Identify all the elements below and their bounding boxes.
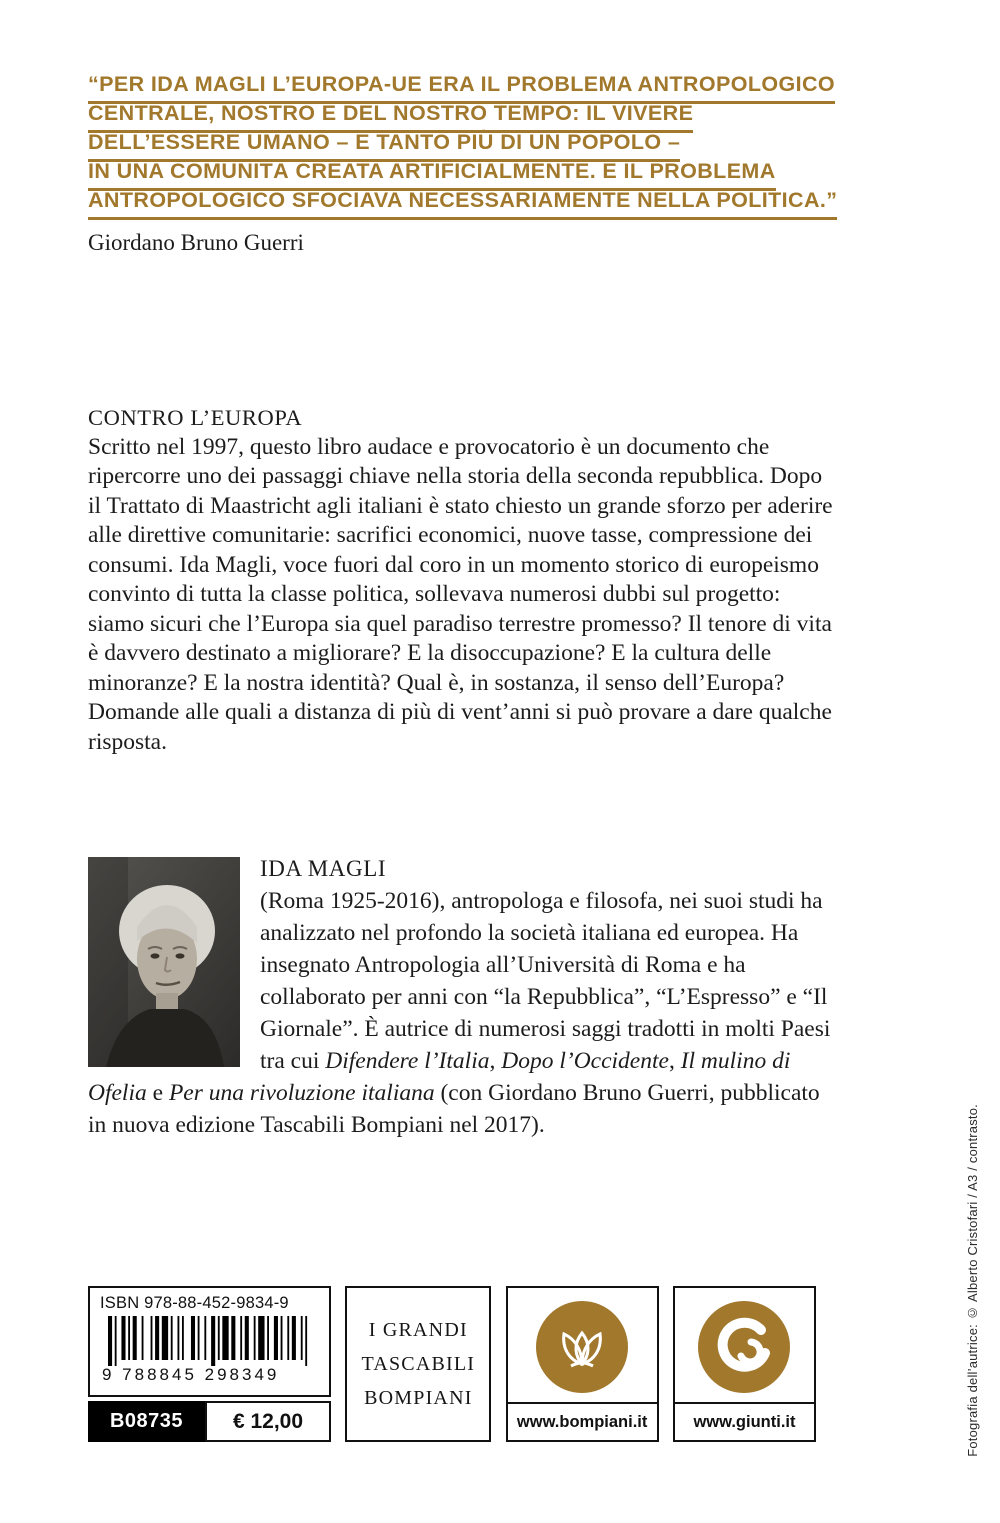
product-code: B08735 bbox=[88, 1401, 205, 1442]
price: € 12,00 bbox=[205, 1401, 331, 1442]
bio-text: tra cui bbox=[260, 1048, 326, 1074]
author-photo bbox=[88, 857, 240, 1067]
quote-attribution: Giordano Bruno Guerri bbox=[88, 230, 304, 255]
book-title: Difendere l’Italia bbox=[325, 1048, 490, 1074]
bio-text: , bbox=[668, 1048, 681, 1074]
bio-text: e bbox=[146, 1080, 169, 1106]
footer-bar bbox=[88, 1286, 816, 1442]
series-line: TASCABILI bbox=[361, 1353, 476, 1375]
bompiani-site: www.bompiani.it bbox=[508, 1402, 657, 1440]
price-row bbox=[88, 1401, 331, 1442]
author-name: IDA MAGLI bbox=[260, 856, 387, 881]
author-section bbox=[88, 853, 832, 1141]
bio-text: , bbox=[489, 1048, 502, 1074]
isbn-column bbox=[88, 1286, 331, 1442]
bompiani-logo-box bbox=[506, 1286, 659, 1442]
book-title-heading: CONTRO L’EUROPA bbox=[88, 405, 303, 430]
giunti-site: www.giunti.it bbox=[675, 1402, 814, 1440]
quote-line: “PER IDA MAGLI L’EUROPA-UE ERA IL PROBLEMA ANTROPOLOGICO bbox=[88, 70, 848, 99]
barcode bbox=[104, 1316, 316, 1366]
synopsis bbox=[88, 403, 836, 757]
bompiani-rose-icon bbox=[535, 1300, 629, 1394]
quote-line: DELL’ESSERE UMANO – E TANTO PIÙ DI UN POPOLO – bbox=[88, 128, 848, 157]
pull-quote bbox=[88, 70, 848, 256]
synopsis-text: Scritto nel 1997, questo libro audace e provocatorio è un documento che ripercorre uno dei passaggi chiave nella storia della seconda repubblica. Dopo il Trattato di Maastricht agli italiani è stato chiesto un grande sforzo per aderire alle direttive comunitarie: sacrifici economici, nuove tasse, compressione dei consumi. Ida Magli, voce fuori dal coro in un momento storico di europeismo convinto di tutta la classe politica, sollevava numerosi dubbi sul progetto: siamo sicuri che l’Europa sia quel paradiso terrestre promesso? Il tenore di vita è davvero destinato a migliorare? E la disoccupazione? E la cultura delle minoranze? E la nostra identità? Qual è, in sostanza, il senso dell’Europa? Domande alle quali a distanza di più di vent’anni si può provare a dare qualche risposta. bbox=[88, 433, 833, 755]
book-title: Il mulino di Ofelia bbox=[88, 1048, 791, 1106]
photo-credit: Fotografia dell’autrice: © Alberto Cristofari / A3 / contrasto. bbox=[965, 1104, 980, 1457]
author-bio-intro: (Roma 1925-2016), antropologa e filosofa, nei suoi studi ha analizzato nel profondo la società italiana ed europea. Ha insegnato Antropologia all’Università di Roma e ha collaborato per anni con “la Repubblica”, “L’Espresso” e “Il Giornale”. È autrice di numerosi saggi tradotti in molti Paesi bbox=[260, 888, 831, 1042]
book-title: Per una rivoluzione italiana bbox=[168, 1080, 435, 1106]
isbn-label: ISBN 978-88-452-9834-9 bbox=[100, 1294, 289, 1312]
book-title: Dopo l’Occidente bbox=[501, 1048, 669, 1074]
series-line: I GRANDI bbox=[368, 1319, 468, 1341]
giunti-logo-box bbox=[673, 1286, 816, 1442]
bio-text: (con Giordano Bruno Guerri, pubblicato in nuova edizione Tascabili Bompiani nel 2017). bbox=[88, 1080, 820, 1138]
isbn-box bbox=[88, 1286, 331, 1397]
pull-quote-lines bbox=[88, 70, 848, 215]
barcode-digits: 9 788845 298349 bbox=[102, 1365, 280, 1384]
quote-line: ANTROPOLOGICO SFOCIAVA NECESSARIAMENTE NELLA POLITICA.” bbox=[88, 186, 848, 215]
series-line: BOMPIANI bbox=[364, 1387, 473, 1409]
series-box bbox=[345, 1286, 491, 1442]
quote-line: IN UNA COMUNITÀ CREATA ARTIFICIALMENTE. E IL PROBLEMA bbox=[88, 157, 848, 186]
giunti-swirl-icon bbox=[697, 1300, 791, 1394]
quote-line: CENTRALE, NOSTRO E DEL NOSTRO TEMPO: IL VIVERE bbox=[88, 99, 848, 128]
